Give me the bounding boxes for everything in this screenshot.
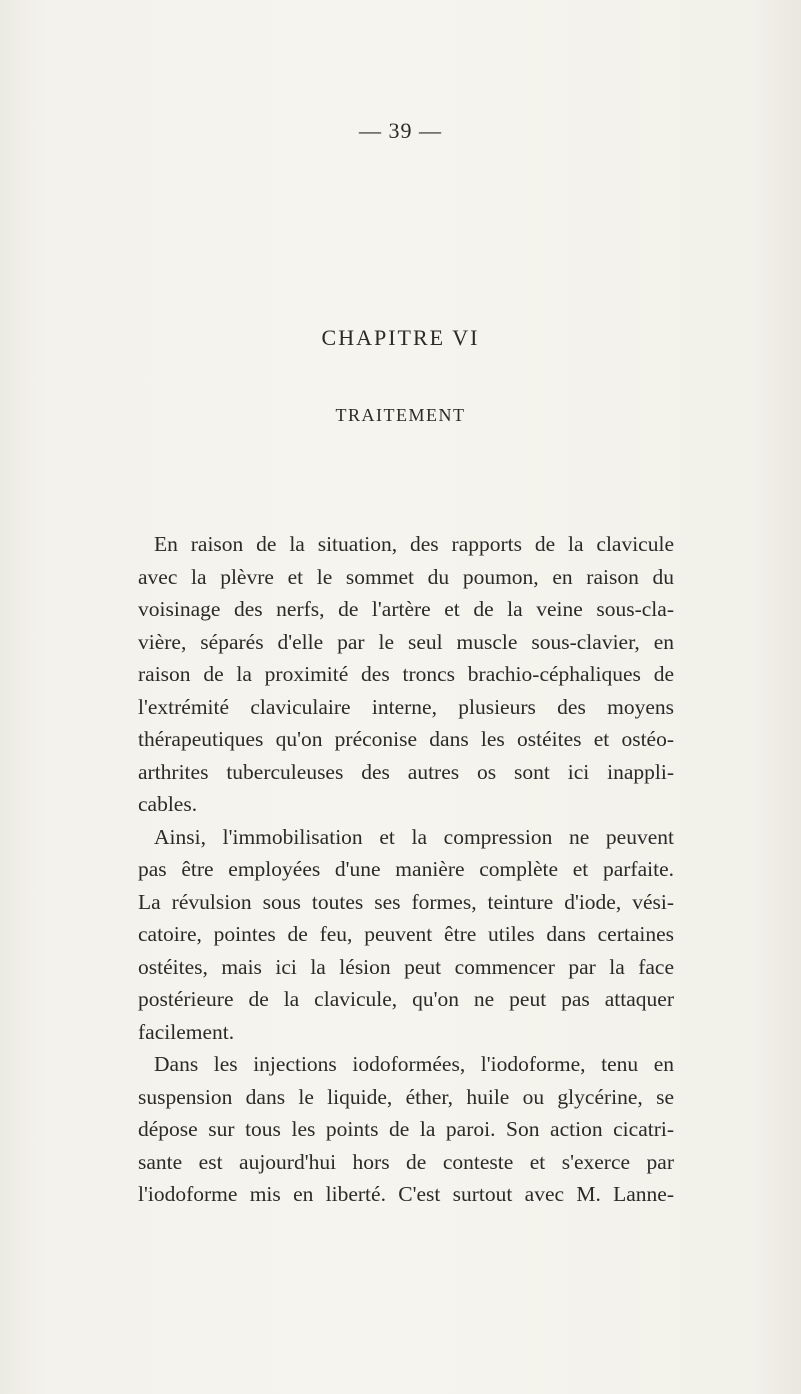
text-line: thérapeutiques qu'on préconise dans les ostéites et ostéo- [138,727,674,751]
text-line: Ainsi, l'immobilisation et la compression ne peuvent [154,824,674,849]
text-line: pas être employées d'une manière complète et parfaite. [138,857,674,881]
paragraph-1 [138,528,674,821]
text-line: suspension dans le liquide, éther, huile ou glycérine, se [138,1084,674,1109]
paragraph-2 [138,821,674,1049]
text-line: cables. [138,792,198,816]
text-line: sante est aujourd'hui hors de conteste et s'exerce par [138,1149,674,1174]
text-line: La révulsion sous toutes ses formes, teinture d'iode, vési- [138,889,674,914]
text-line: catoire, pointes de feu, peuvent être utiles dans certaines [138,922,674,946]
text-line: arthrites tuberculeuses des autres os sont ici inappli- [138,759,674,784]
chapter-title: CHAPITRE VI [321,325,480,350]
body-text [138,528,674,1211]
text-line: facilement. [138,1019,235,1044]
text-line: ostéites, mais ici la lésion peut commencer par la face [138,954,674,979]
text-line: postérieure de la clavicule, qu'on ne peut pas attaquer [138,987,674,1011]
text-line: Dans les injections iodoformées, l'iodoforme, tenu en [154,1052,674,1076]
section-title: TRAITEMENT [335,405,466,425]
text-line: En raison de la situation, des rapports de la clavicule [154,532,674,556]
text-line: raison de la proximité des troncs brachio-céphaliques de [138,662,674,686]
text-line: l'iodoforme mis en liberté. C'est surtout avec M. Lanne- [138,1182,674,1206]
text-line: voisinage des nerfs, de l'artère et de la veine sous-cla- [138,597,674,621]
page-number: — 39 — [359,118,442,143]
paragraph-3 [138,1048,674,1211]
text-line: vière, séparés d'elle par le seul muscle sous-clavier, en [138,629,674,654]
text-line: dépose sur tous les points de la paroi. Son action cicatri- [138,1117,674,1141]
text-line: l'extrémité claviculaire interne, plusieurs des moyens [138,694,674,719]
text-line: avec la plèvre et le sommet du poumon, en raison du [138,564,674,589]
